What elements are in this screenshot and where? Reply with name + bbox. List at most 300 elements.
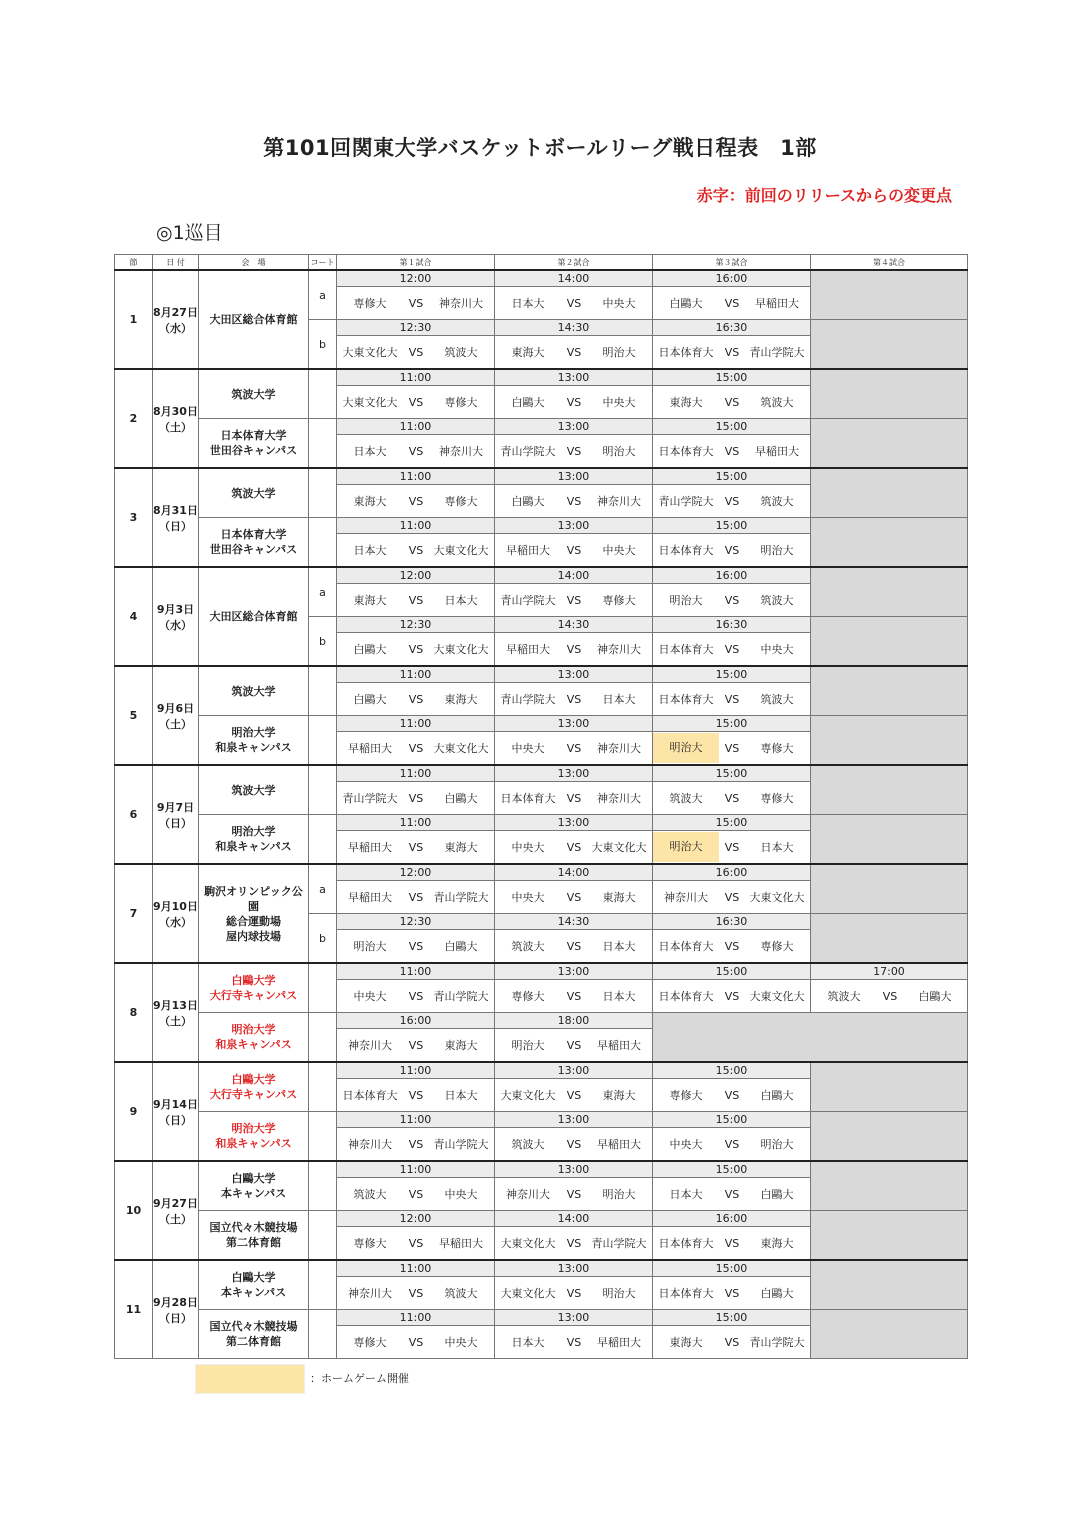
matchup [495, 633, 652, 665]
team-away: 明治大 [760, 1138, 794, 1151]
empty-slot [810, 666, 967, 716]
match-cell [494, 386, 652, 419]
vs-label: VS [408, 1088, 424, 1102]
matchup [495, 1227, 652, 1259]
matchup [653, 1128, 810, 1160]
venue-line: 国立代々木競技場 [209, 1221, 298, 1234]
team-home: 青山学院大 [500, 594, 556, 607]
team-home: 神奈川大 [347, 1287, 392, 1300]
vs-label: VS [724, 1137, 740, 1151]
team-home: 筑波大 [511, 940, 545, 953]
vs-label: VS [408, 296, 424, 310]
vs-label: VS [566, 1335, 582, 1349]
weekday-text: （水） [158, 321, 192, 335]
team-away: 東海大 [602, 1089, 636, 1102]
section-number: 4 [115, 567, 153, 666]
match-cell [494, 782, 652, 815]
match-cell [652, 1227, 810, 1261]
matchup [337, 435, 494, 467]
kickoff-time: 16:00 [652, 270, 810, 287]
team-away: 明治大 [760, 544, 794, 557]
match-cell [652, 1178, 810, 1211]
court-label [308, 1260, 336, 1310]
date-text: 9月10日 [153, 899, 198, 913]
header-game1: 第１試合 [336, 255, 494, 271]
venue-line: 白鷗大学 [231, 974, 276, 987]
kickoff-time: 12:30 [336, 617, 494, 633]
match-cell [652, 435, 810, 469]
court-label [308, 1013, 336, 1063]
empty-slot [810, 1260, 967, 1310]
vs-label: VS [566, 840, 582, 854]
court-label: b [308, 320, 336, 370]
match-date [153, 468, 199, 567]
match-cell [494, 336, 652, 370]
matchup [495, 584, 652, 616]
match-cell [494, 1128, 652, 1162]
time-row [115, 567, 968, 584]
matchup [337, 1128, 494, 1160]
match-cell [652, 287, 810, 320]
vs-label: VS [724, 296, 740, 310]
match-cell [652, 336, 810, 370]
kickoff-time: 11:00 [336, 1062, 494, 1079]
matchup [653, 336, 810, 368]
matchup [653, 930, 810, 962]
empty-slot [810, 1112, 967, 1162]
kickoff-time: 16:00 [336, 1013, 494, 1029]
team-home: 中央大 [669, 1138, 703, 1151]
match-date [153, 963, 199, 1062]
weekday-text: （日） [158, 519, 192, 533]
team-away: 筑波大 [760, 396, 794, 409]
team-home: 明治大 [511, 1039, 545, 1052]
team-home: 早稲田大 [347, 742, 392, 755]
venue-line: 和泉キャンパス [215, 840, 292, 853]
venue-name [198, 716, 308, 766]
match-cell [494, 930, 652, 964]
kickoff-time: 11:00 [336, 666, 494, 683]
team-home: 中央大 [511, 841, 545, 854]
team-away: 中央大 [444, 1188, 478, 1201]
kickoff-time: 12:00 [336, 1211, 494, 1227]
match-cell [336, 1128, 494, 1162]
team-away: 神奈川大 [438, 445, 483, 458]
team-home: 大東文化大 [342, 346, 398, 359]
team-home: 日本体育大 [658, 693, 714, 706]
team-home: 早稲田大 [347, 891, 392, 904]
court-label [308, 419, 336, 469]
team-home: 東海大 [511, 346, 545, 359]
kickoff-time: 13:00 [494, 1161, 652, 1178]
matchup [495, 980, 652, 1012]
team-home: 白鷗大 [669, 297, 703, 310]
matchup [653, 584, 810, 616]
kickoff-time: 14:00 [494, 1211, 652, 1227]
empty-slot [810, 270, 967, 320]
venue-name [198, 864, 308, 963]
kickoff-time: 15:00 [652, 468, 810, 485]
time-row [115, 1260, 968, 1277]
team-away: 神奈川大 [596, 643, 641, 656]
matchup [495, 782, 652, 814]
empty-slot [810, 320, 967, 370]
match-cell [494, 1277, 652, 1310]
team-home: 白鷗大 [511, 396, 545, 409]
court-label: b [308, 914, 336, 964]
match-cell [652, 485, 810, 518]
court-label: a [308, 567, 336, 617]
matchup [337, 584, 494, 616]
venue-line: 本キャンパス [220, 1187, 287, 1200]
vs-label: VS [566, 494, 582, 508]
vs-label: VS [566, 692, 582, 706]
kickoff-time: 11:00 [336, 1112, 494, 1128]
team-away: 東海大 [444, 841, 478, 854]
court-label [308, 1112, 336, 1162]
venue-line: 筑波大学 [231, 783, 276, 797]
venue-line: 第二体育館 [225, 1236, 281, 1249]
vs-label: VS [566, 444, 582, 458]
venue-name [198, 1161, 308, 1211]
kickoff-time: 16:30 [652, 320, 810, 336]
venue-line: 明治大学 [231, 1122, 276, 1135]
team-away: 中央大 [760, 643, 794, 656]
team-home: 神奈川大 [347, 1138, 392, 1151]
match-cell [494, 1029, 652, 1063]
matchup [653, 435, 810, 467]
team-away: 大東文化大 [591, 841, 647, 854]
empty-slot [810, 419, 967, 469]
match-cell [336, 930, 494, 964]
date-text: 9月14日 [153, 1097, 198, 1111]
matchup [653, 1326, 810, 1358]
team-home: 明治大 [653, 832, 719, 862]
team-home: 日本体育大 [658, 1237, 714, 1250]
kickoff-time: 11:00 [336, 518, 494, 534]
vs-label: VS [566, 543, 582, 557]
matchup [337, 881, 494, 913]
header-game3: 第３試合 [652, 255, 810, 271]
venue-line: 白鷗大学 [231, 1073, 276, 1086]
weekday-text: （日） [158, 816, 192, 830]
matchup [337, 1029, 494, 1061]
match-cell [494, 1326, 652, 1359]
team-away: 大東文化大 [749, 891, 805, 904]
date-text: 8月27日 [153, 305, 198, 319]
vs-label: VS [724, 494, 740, 508]
court-label: a [308, 864, 336, 914]
kickoff-time: 14:30 [494, 617, 652, 633]
vs-label: VS [408, 1187, 424, 1201]
date-text: 9月27日 [153, 1196, 198, 1210]
team-away: 日本大 [602, 693, 636, 706]
matchup [337, 930, 494, 962]
team-away: 専修大 [760, 742, 794, 755]
vs-label: VS [724, 345, 740, 359]
court-label: b [308, 617, 336, 667]
venue-line: 日本体育大学 [220, 528, 287, 541]
vs-label: VS [882, 989, 898, 1003]
kickoff-time: 13:00 [494, 1062, 652, 1079]
team-home: 日本大 [669, 1188, 703, 1201]
team-away: 青山学院大 [433, 1138, 489, 1151]
weekday-text: （水） [158, 618, 192, 632]
match-cell [336, 1079, 494, 1112]
date-text: 9月7日 [156, 800, 195, 814]
empty-slot [810, 914, 967, 964]
venue-line: 和泉キャンパス [215, 741, 292, 754]
match-cell [652, 1277, 810, 1310]
matchup [495, 336, 652, 368]
match-cell [336, 287, 494, 320]
venue-line: 駒沢オリンピック公園 [204, 884, 303, 913]
vs-label: VS [724, 741, 740, 755]
venue-name [198, 270, 308, 369]
team-home: 大東文化大 [500, 1089, 556, 1102]
time-row [115, 419, 968, 435]
vs-label: VS [566, 791, 582, 805]
matchup [653, 980, 810, 1012]
kickoff-time: 13:00 [494, 369, 652, 386]
matchup [337, 683, 494, 715]
matchup [337, 485, 494, 517]
venue-line: 世田谷キャンパス [209, 444, 298, 457]
venue-line: 明治大学 [231, 1023, 276, 1036]
kickoff-time: 15:00 [652, 1161, 810, 1178]
kickoff-time: 11:00 [336, 963, 494, 980]
match-cell [336, 386, 494, 419]
court-label [308, 963, 336, 1013]
match-cell [652, 386, 810, 419]
matchup [495, 732, 652, 764]
team-home: 日本体育大 [342, 1089, 398, 1102]
header-section: 節 [115, 255, 153, 271]
section-number: 6 [115, 765, 153, 864]
match-cell [494, 287, 652, 320]
header-date: 日 付 [153, 255, 199, 271]
vs-label: VS [724, 593, 740, 607]
kickoff-time: 13:00 [494, 963, 652, 980]
match-cell [494, 732, 652, 766]
team-home: 専修大 [511, 990, 545, 1003]
kickoff-time: 13:00 [494, 716, 652, 732]
kickoff-time: 15:00 [652, 369, 810, 386]
team-away: 東海大 [602, 891, 636, 904]
empty-slot [810, 1161, 967, 1211]
empty-slot [810, 617, 967, 667]
kickoff-time: 11:00 [336, 419, 494, 435]
team-home: 神奈川大 [663, 891, 708, 904]
venue-name [198, 765, 308, 815]
empty-slot [810, 1211, 967, 1261]
team-away: 日本大 [444, 1089, 478, 1102]
venue-line: 明治大学 [231, 726, 276, 739]
weekday-text: （土） [158, 1212, 192, 1226]
matchup [495, 287, 652, 319]
matchup [653, 683, 810, 715]
match-cell [494, 485, 652, 518]
matchup [495, 534, 652, 566]
empty-slot [810, 468, 967, 518]
team-home: 専修大 [669, 1089, 703, 1102]
venue-line: 第二体育館 [225, 1335, 281, 1348]
match-cell [336, 1029, 494, 1063]
team-away: 神奈川大 [596, 495, 641, 508]
venue-name [198, 567, 308, 666]
venue-name [198, 815, 308, 865]
venue-name [198, 666, 308, 716]
round-label: ◎1巡目 [156, 222, 223, 244]
kickoff-time: 18:00 [494, 1013, 652, 1029]
matchup [653, 633, 810, 665]
team-home: 青山学院大 [500, 693, 556, 706]
team-away: 神奈川大 [596, 792, 641, 805]
venue-line: 筑波大学 [231, 684, 276, 698]
vs-label: VS [724, 642, 740, 656]
time-row [115, 765, 968, 782]
team-away: 大東文化大 [433, 643, 489, 656]
matchup [495, 435, 652, 467]
match-date [153, 567, 199, 666]
vs-label: VS [408, 692, 424, 706]
match-cell [652, 930, 810, 964]
section-number: 11 [115, 1260, 153, 1359]
matchup [495, 683, 652, 715]
date-text: 9月13日 [153, 998, 198, 1012]
match-date [153, 369, 199, 468]
header-court: コート [308, 255, 336, 271]
team-home: 中央大 [511, 742, 545, 755]
venue-name [198, 1013, 308, 1063]
vs-label: VS [408, 890, 424, 904]
venue-name [198, 419, 308, 469]
team-away: 明治大 [602, 346, 636, 359]
kickoff-time: 13:00 [494, 1260, 652, 1277]
kickoff-time: 11:00 [336, 716, 494, 732]
vs-label: VS [566, 1088, 582, 1102]
match-cell [494, 633, 652, 667]
time-row [115, 864, 968, 881]
change-note: 赤字：前回のリリースからの変更点 [696, 186, 952, 205]
kickoff-time: 15:00 [652, 765, 810, 782]
team-away: 中央大 [444, 1336, 478, 1349]
team-away: 日本大 [760, 841, 794, 854]
vs-label: VS [566, 642, 582, 656]
section-number: 5 [115, 666, 153, 765]
kickoff-time: 13:00 [494, 419, 652, 435]
team-home: 東海大 [353, 594, 387, 607]
match-date [153, 765, 199, 864]
vs-label: VS [724, 1286, 740, 1300]
header-venue: 会 場 [198, 255, 308, 271]
vs-label: VS [566, 593, 582, 607]
match-date [153, 666, 199, 765]
team-home: 神奈川大 [347, 1039, 392, 1052]
team-away: 早稲田大 [596, 1138, 641, 1151]
match-cell [336, 584, 494, 617]
home-game-legend-label: ：ホームゲーム開催 [310, 1372, 409, 1385]
court-label [308, 1161, 336, 1211]
section-number: 9 [115, 1062, 153, 1161]
matchup [653, 485, 810, 517]
team-away: 神奈川大 [438, 297, 483, 310]
matchup [337, 287, 494, 319]
kickoff-time: 11:00 [336, 369, 494, 386]
time-row [115, 270, 968, 287]
match-cell [336, 1326, 494, 1359]
matchup [337, 1178, 494, 1210]
team-away: 筑波大 [760, 495, 794, 508]
kickoff-time: 15:00 [652, 1310, 810, 1326]
team-away: 早稲田大 [596, 1039, 641, 1052]
matchup [495, 831, 652, 863]
schedule-table [114, 254, 968, 1359]
match-cell [494, 1178, 652, 1211]
venue-name [198, 1112, 308, 1162]
vs-label: VS [566, 890, 582, 904]
team-home: 大東文化大 [342, 396, 398, 409]
team-away: 早稲田大 [754, 297, 799, 310]
matchup [495, 485, 652, 517]
match-cell [336, 881, 494, 914]
team-away: 大東文化大 [749, 990, 805, 1003]
venue-line: 日本体育大学 [220, 429, 287, 442]
venue-line: 総合運動場 [225, 914, 281, 928]
venue-line: 筑波大学 [231, 486, 276, 500]
team-home: 白鷗大 [511, 495, 545, 508]
team-home: 筑波大 [511, 1138, 545, 1151]
team-away: 日本大 [444, 594, 478, 607]
team-away: 早稲田大 [438, 1237, 483, 1250]
matchup [653, 732, 810, 764]
kickoff-time: 14:30 [494, 320, 652, 336]
matchup [337, 534, 494, 566]
venue-line: 和泉キャンパス [215, 1137, 292, 1150]
vs-label: VS [724, 1236, 740, 1250]
match-date [153, 1260, 199, 1359]
vs-label: VS [408, 840, 424, 854]
team-away: 白鷗大 [444, 940, 478, 953]
vs-label: VS [408, 395, 424, 409]
matchup [653, 782, 810, 814]
section-number: 8 [115, 963, 153, 1062]
kickoff-time: 11:00 [336, 765, 494, 782]
header-game4: 第４試合 [810, 255, 967, 271]
team-away: 専修大 [444, 495, 478, 508]
date-text: 8月30日 [153, 404, 198, 418]
matchup [337, 782, 494, 814]
vs-label: VS [724, 840, 740, 854]
team-away: 明治大 [602, 1287, 636, 1300]
kickoff-time: 13:00 [494, 518, 652, 534]
kickoff-time: 15:00 [652, 419, 810, 435]
venue-line: 世田谷キャンパス [209, 543, 298, 556]
match-cell [652, 881, 810, 914]
team-away: 早稲田大 [596, 1336, 641, 1349]
kickoff-time: 13:00 [494, 765, 652, 782]
empty-slot [810, 518, 967, 568]
kickoff-time: 15:00 [652, 815, 810, 831]
vs-label: VS [724, 1335, 740, 1349]
team-away: 専修大 [602, 594, 636, 607]
team-away: 日本大 [602, 990, 636, 1003]
time-row [115, 1211, 968, 1227]
vs-label: VS [566, 741, 582, 755]
match-cell [652, 584, 810, 617]
time-row [115, 1310, 968, 1326]
kickoff-time: 12:00 [336, 567, 494, 584]
